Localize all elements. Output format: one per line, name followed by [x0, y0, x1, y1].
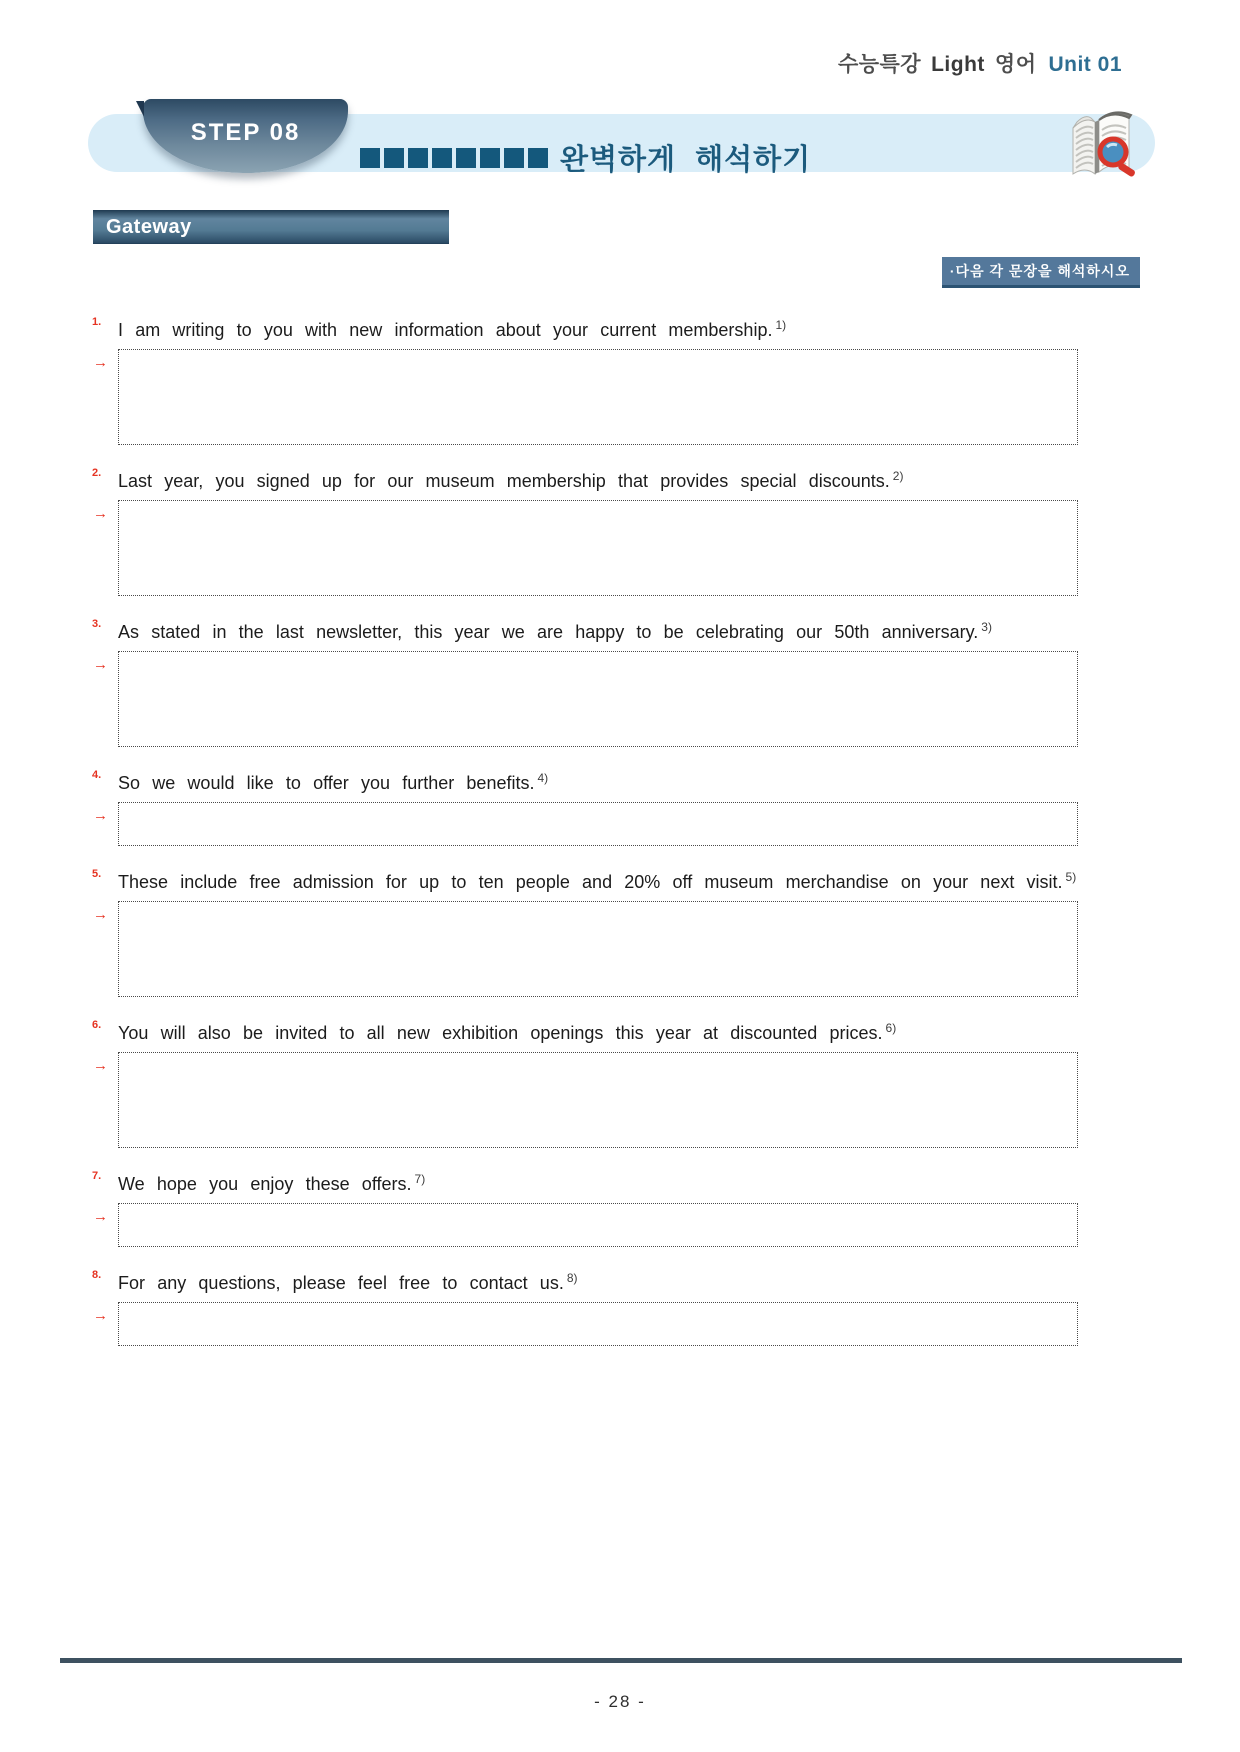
sentence-row [92, 864, 1078, 895]
answer-box[interactable] [118, 901, 1078, 997]
list-item [92, 1265, 1078, 1346]
sentence-text: As stated in the last newsletter, this year we are happy to be celebrating our 50th anniversary. [118, 622, 979, 642]
page-number: - 28 - [594, 1692, 646, 1711]
answer-box[interactable] [118, 349, 1078, 445]
answer-arrow-icon: → [93, 1208, 108, 1225]
sentence-row [92, 1265, 1078, 1296]
sentence-text: I am writing to you with new information about your current membership. [118, 320, 773, 340]
answer-arrow-icon: → [93, 656, 108, 673]
sentence-row [92, 1166, 1078, 1197]
sentence-number: 8. [92, 1269, 102, 1281]
note-ref: 8) [566, 1271, 578, 1285]
series-label: 수능특강 [837, 53, 922, 76]
list-item [92, 765, 1078, 846]
sentence-text: So we would like to offer you further benefits. [118, 773, 535, 793]
title-squares-icon [360, 148, 552, 173]
list-item [92, 1166, 1078, 1247]
sentence-row [92, 614, 1078, 645]
answer-box[interactable] [118, 1203, 1078, 1247]
sentence-number: 7. [92, 1170, 102, 1182]
note-ref: 4) [537, 771, 549, 785]
book-magnifier-icon [1055, 108, 1141, 191]
answer-arrow-icon: → [93, 505, 108, 522]
subject-label: 영어 [994, 53, 1037, 76]
sentence-row [92, 1015, 1078, 1046]
note-ref: 5) [1065, 870, 1077, 884]
list-item [92, 1015, 1078, 1148]
footer-rule [60, 1658, 1182, 1663]
answer-area [93, 1203, 1078, 1247]
list-item [92, 864, 1078, 997]
instruction-badge: ·다음 각 문장을 해석하시오 [942, 257, 1140, 288]
sentence-number: 2. [92, 467, 102, 479]
answer-area [93, 1302, 1078, 1346]
answer-arrow-icon: → [93, 1307, 108, 1324]
answer-area [93, 349, 1078, 445]
answer-arrow-icon: → [93, 354, 108, 371]
answer-area [93, 802, 1078, 846]
sentence-number: 6. [92, 1019, 102, 1031]
banner-title: 완벽하게 해석하기 [560, 144, 812, 176]
answer-box[interactable] [118, 802, 1078, 846]
list-item [92, 614, 1078, 747]
sentence-text: We hope you enjoy these offers. [118, 1174, 412, 1194]
note-ref: 3) [981, 620, 992, 634]
sentence-row [92, 463, 1078, 494]
gateway-bar [93, 210, 449, 244]
answer-area [93, 1052, 1078, 1148]
sentence-text: You will also be invited to all new exhibition openings this year at discounted prices. [118, 1023, 883, 1043]
step-banner [88, 114, 1155, 176]
gateway-label: Gateway [106, 215, 192, 238]
note-ref: 1) [775, 318, 787, 332]
sentence-number: 5. [92, 868, 102, 880]
instruction-row [0, 257, 1240, 288]
answer-box[interactable] [118, 651, 1078, 747]
brand-label: Light [931, 53, 985, 76]
list-item [92, 312, 1078, 445]
answer-arrow-icon: → [93, 1057, 108, 1074]
sentence-row [92, 312, 1078, 343]
note-ref: 6) [885, 1021, 897, 1035]
sentence-list [92, 312, 1078, 1346]
sentence-number: 3. [92, 618, 102, 630]
answer-area [93, 500, 1078, 596]
running-head [0, 0, 1240, 78]
sentence-row [92, 765, 1078, 796]
answer-box[interactable] [118, 500, 1078, 596]
answer-box[interactable] [118, 1052, 1078, 1148]
step-label: STEP 08 [190, 119, 301, 146]
note-ref: 7) [414, 1172, 426, 1186]
sentence-text: For any questions, please feel free to contact us. [118, 1273, 564, 1293]
answer-area [93, 901, 1078, 997]
answer-area [93, 651, 1078, 747]
note-ref: 2) [892, 469, 904, 483]
answer-box[interactable] [118, 1302, 1078, 1346]
sentence-number: 1. [92, 316, 102, 328]
sentence-text: These include free admission for up to ten people and 20% off museum merchandise on your next visit. [118, 872, 1063, 892]
banner-title-row [360, 140, 811, 181]
sentence-text: Last year, you signed up for our museum membership that provides special discounts. [118, 471, 890, 491]
sentence-number: 4. [92, 769, 102, 781]
list-item [92, 463, 1078, 596]
unit-label: Unit 01 [1048, 53, 1122, 76]
answer-arrow-icon: → [93, 807, 108, 824]
answer-arrow-icon: → [93, 906, 108, 923]
